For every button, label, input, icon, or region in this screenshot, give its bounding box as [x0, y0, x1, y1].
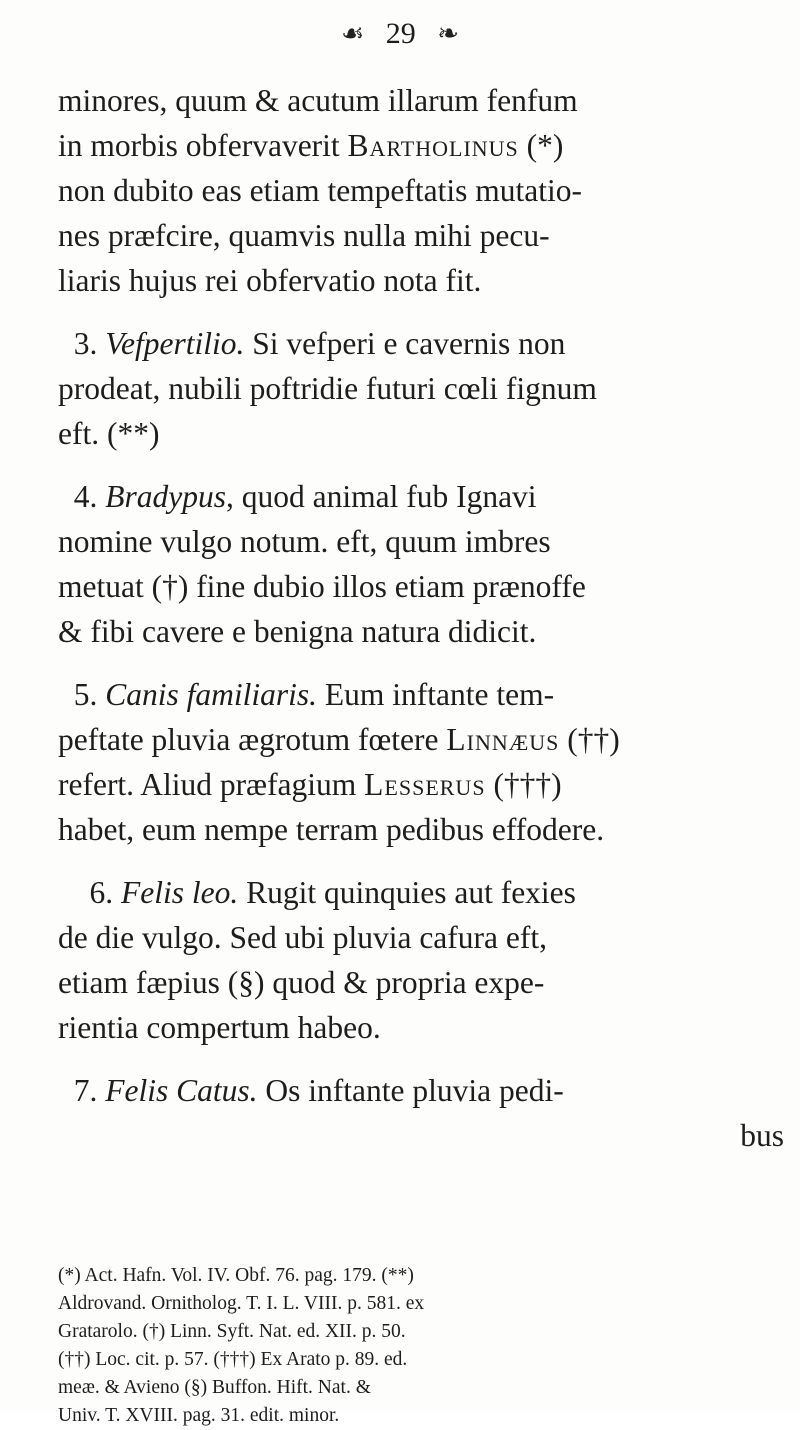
text-line: 3. Vefpertilio. Si vefperi e cavernis non — [73, 326, 566, 361]
text-line: 7. Felis Catus. Os inftante pluvia pedi- — [73, 1073, 564, 1108]
footnote-line: Aldrovand. Ornitholog. T. I. L. VIII. p. 581. ex — [58, 1293, 425, 1314]
footnote-line: Univ. T. XVIII. pag. 31. edit. minor. — [58, 1405, 340, 1426]
author-name: Linnæus — [446, 722, 560, 757]
text-line: rientia compertum habeo. — [58, 1010, 381, 1045]
main-text — [58, 78, 784, 1158]
paragraph-continuation — [58, 78, 784, 303]
item-number: 6. — [89, 875, 114, 910]
species-name: Felis Catus. — [105, 1073, 258, 1108]
species-name: Felis leo. — [121, 875, 239, 910]
footnote-ref: (*) — [526, 128, 564, 163]
paragraph-bradypus — [58, 474, 784, 654]
paragraph-felis-leo — [58, 870, 784, 1050]
text-line: non dubito eas etiam tempeftatis mutatio- — [58, 173, 582, 208]
text-line: & fibi cavere e benigna natura didicit. — [58, 614, 537, 649]
item-number: 7. — [73, 1073, 98, 1108]
text-line: prodeat, nubili poftridie futuri cœli fignum — [58, 371, 597, 406]
text-line: etiam fæpius (§) quod & propria expe- — [58, 965, 545, 1000]
text-line: in morbis obfervaverit Bartholinus (*) — [58, 128, 564, 163]
page-number: 29 — [385, 17, 416, 51]
author-name: Lesserus — [364, 767, 486, 802]
text-line: 6. Felis leo. Rugit quinquies aut fexies — [89, 875, 576, 910]
text-line: nomine vulgo notum. eft, quum imbres — [58, 524, 551, 559]
item-number: 5. — [73, 677, 98, 712]
text-line: 4. Bradypus, quod animal fub Ignavi — [73, 479, 537, 514]
footnote-line: Gratarolo. (†) Linn. Syft. Nat. ed. XII. p. 50. — [58, 1321, 406, 1342]
author-name: Bartholinus — [347, 128, 519, 163]
catchword: bus — [740, 1118, 784, 1153]
text-line: refert. Aliud præfagium Lesserus (†††) — [58, 767, 562, 802]
text-line: de die vulgo. Sed ubi pluvia cafura eft, — [58, 920, 547, 955]
text-line: liaris hujus rei obfervatio nota fit. — [58, 263, 482, 298]
text-line: minores, quum & acutum illarum fenfum — [58, 83, 578, 118]
paragraph-vespertilio — [58, 321, 784, 456]
item-number: 3. — [73, 326, 98, 361]
text-line: nes præfcire, quamvis nulla mihi pecu- — [58, 218, 550, 253]
text-line: eft. (**) — [58, 416, 160, 451]
fleuron-right-icon: ❧ — [437, 19, 460, 49]
paragraph-felis-catus — [58, 1068, 784, 1158]
text-line: peftate pluvia ægrotum fœtere Linnæus (††) — [58, 722, 620, 757]
footnote-line: (*) Act. Hafn. Vol. IV. Obf. 76. pag. 179. (**) — [58, 1265, 414, 1286]
text-line: habet, eum nempe terram pedibus effodere. — [58, 812, 605, 847]
footnote-ref: (†††) — [493, 767, 562, 802]
paragraph-canis — [58, 672, 784, 852]
species-name: Bradypus — [105, 479, 226, 514]
text-line: 5. Canis familiaris. Eum inftante tem- — [73, 677, 555, 712]
item-number: 4. — [73, 479, 98, 514]
footnotes — [58, 1262, 784, 1430]
page-header — [0, 14, 800, 52]
footnote-line: (††) Loc. cit. p. 57. (†††) Ex Arato p. 89. ed. — [58, 1349, 408, 1370]
footnote-line: meæ. & Avieno (§) Buffon. Hift. Nat. & — [58, 1377, 371, 1398]
footnote-ref: (††) — [567, 722, 620, 757]
species-name: Vefpertilio. — [105, 326, 245, 361]
species-name: Canis familiaris. — [105, 677, 318, 712]
text-line: metuat (†) fine dubio illos etiam prænoffe — [58, 569, 586, 604]
fleuron-left-icon: ☙ — [340, 19, 365, 49]
